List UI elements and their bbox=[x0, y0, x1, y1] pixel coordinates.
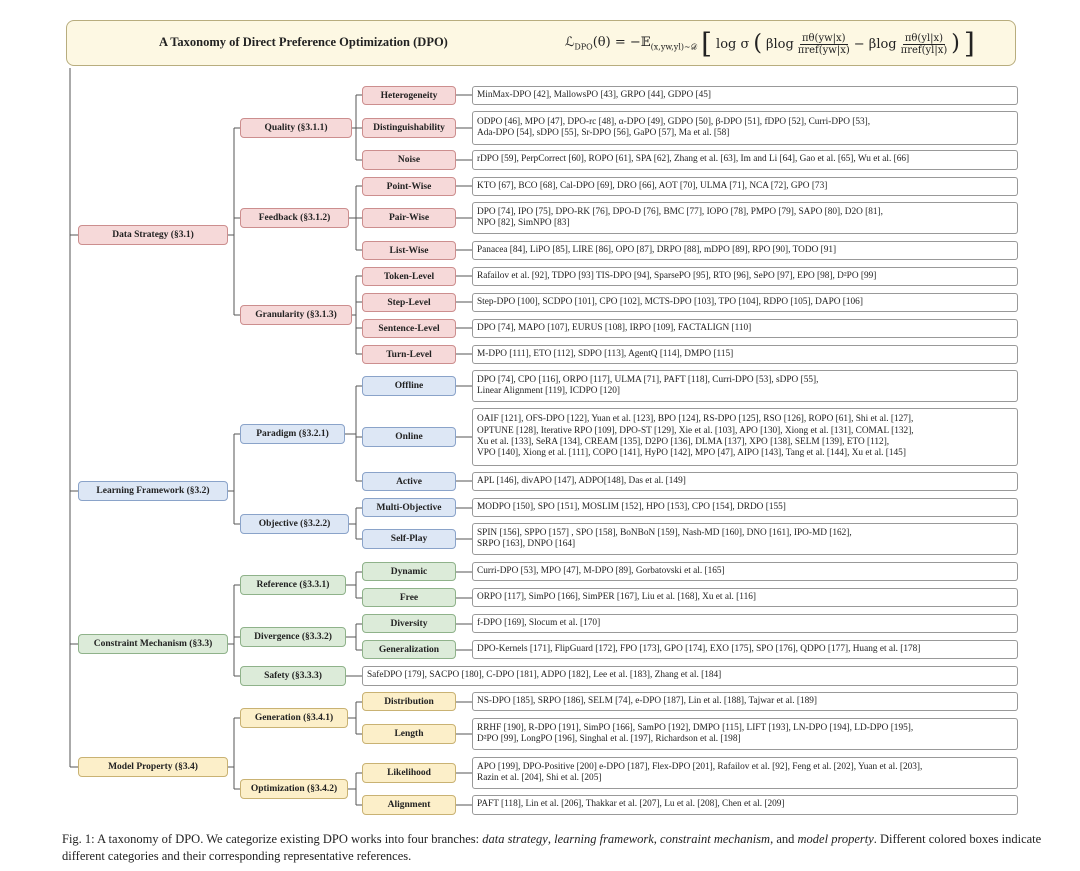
refs-step-level: Step-DPO [100], SCDPO [101], CPO [102], MCTS-DPO [103], TPO [104], RDPO [105], DAPO [106] bbox=[472, 293, 1018, 312]
formula-lhs: ℒ$_{DPO}$(θ) = −𝔼$_{(x,yw,yl)\sim 𝒟}$ bbox=[565, 35, 698, 52]
refs-pair-wise: DPO [74], IPO [75], DPO-RK [76], DPO-D [76], BMC [77], IOPO [78], PMPO [79], SAPO [80], D2O [81], NPO [82], SimNPO [83] bbox=[472, 202, 1018, 234]
subcategory-length: Length bbox=[362, 724, 456, 744]
subcategory-point-wise: Point-Wise bbox=[362, 177, 456, 196]
category-granularity: Granularity (§3.1.3) bbox=[240, 305, 352, 325]
refs-online: OAIF [121], OFS-DPO [122], Yuan et al. [123], BPO [124], RS-DPO [125], RSO [126], ROPO [61], Shi et al. [127], OPTUNE [128], Iterative RPO [109], DPO-ST [129], Xie et al. [103], APO [130], Xiong et al. [131], COMAL [132], Xu et al. [133], SeRA [134], CREAM [135], D2PO [136], DLMA [137], XPO [138], SELM [139], ETO [112], VPO [140], Xiong et al. [111], COPO [141], HyPO [142], MPO [47], AIPO [143], Tang et al. [144], Xu et al. [145] bbox=[472, 408, 1018, 466]
refs-length: RRHF [190], R-DPO [191], SimPO [166], SamPO [192], DMPO [115], LIFT [193], LN-DPO [194], LD-DPO [195], D²PO [99], LongPO [196], Singhal et al. [197], Richardson et al. [198] bbox=[472, 718, 1018, 750]
branch-learning-framework: Learning Framework (§3.2) bbox=[78, 481, 228, 501]
refs-alignment: PAFT [118], Lin et al. [206], Thakkar et al. [207], Lu et al. [208], Chen et al. [209] bbox=[472, 795, 1018, 815]
subcategory-turn-level: Turn-Level bbox=[362, 345, 456, 364]
refs-point-wise: KTO [67], BCO [68], Cal-DPO [69], DRO [66], AOT [70], ULMA [71], NCA [72], GPO [73] bbox=[472, 177, 1018, 196]
subcategory-token-level: Token-Level bbox=[362, 267, 456, 286]
dpo-loss-formula: ℒ$_{DPO}$(θ) = −𝔼$_{(x,yw,yl)\sim 𝒟}$ [ log σ ( βlog $\frac{\pi\theta(yw|x)}{\text{πref(yw|x)}}$ − βlog $\frac{\pi\theta(yl|x)}{\text{πref(yl|x)}}$ ) ] bbox=[565, 27, 975, 60]
category-divergence: Divergence (§3.3.2) bbox=[240, 627, 346, 647]
refs-active: APL [146], divAPO [147], ADPO[148], Das et al. [149] bbox=[472, 472, 1018, 491]
subcategory-dynamic: Dynamic bbox=[362, 562, 456, 581]
refs-offline: DPO [74], CPO [116], ORPO [117], ULMA [71], PAFT [118], Curri-DPO [53], sDPO [55], Linear Alignment [119], ICDPO [120] bbox=[472, 370, 1018, 402]
subcategory-online: Online bbox=[362, 427, 456, 447]
refs-turn-level: M-DPO [111], ETO [112], SDPO [113], AgentQ [114], DMPO [115] bbox=[472, 345, 1018, 364]
branch-data-strategy: Data Strategy (§3.1) bbox=[78, 225, 228, 245]
formula-minus-beta-log: − βlog bbox=[853, 36, 897, 52]
subcategory-noise: Noise bbox=[362, 150, 456, 170]
category-reference: Reference (§3.3.1) bbox=[240, 575, 346, 595]
branch-model-property: Model Property (§3.4) bbox=[78, 757, 228, 777]
refs-self-play: SPIN [156], SPPO [157] , SPO [158], BoNBoN [159], Nash-MD [160], DNO [161], IPO-MD [162], SRPO [163], DNPO [164] bbox=[472, 523, 1018, 555]
category-paradigm: Paradigm (§3.2.1) bbox=[240, 424, 345, 444]
subcategory-free: Free bbox=[362, 588, 456, 607]
branch-constraint-mechanism: Constraint Mechanism (§3.3) bbox=[78, 634, 228, 654]
category-safety: Safety (§3.3.3) bbox=[240, 666, 346, 686]
figure-caption: Fig. 1: A taxonomy of DPO. We categorize existing DPO works into four branches: data strategy, learning framework, constraint mechanism, and model property. Different colored boxes indicate different categories and their corresponding representative references. bbox=[62, 832, 1042, 863]
category-quality: Quality (§3.1.1) bbox=[240, 118, 352, 138]
category-feedback: Feedback (§3.1.2) bbox=[240, 208, 349, 228]
category-generation: Generation (§3.4.1) bbox=[240, 708, 348, 728]
subcategory-distinguishability: Distinguishability bbox=[362, 118, 456, 138]
subcategory-likelihood: Likelihood bbox=[362, 763, 456, 783]
refs-free: ORPO [117], SimPO [166], SimPER [167], Liu et al. [168], Xu et al. [116] bbox=[472, 588, 1018, 607]
refs-distribution: NS-DPO [185], SRPO [186], SELM [74], e-DPO [187], Lin et al. [188], Tajwar et al. [189] bbox=[472, 692, 1018, 711]
subcategory-step-level: Step-Level bbox=[362, 293, 456, 312]
refs-likelihood: APO [199], DPO-Positive [200] e-DPO [187], Flex-DPO [201], Rafailov et al. [92], Feng et al. [202], Yuan et al. [203], Razin et al. [204], Shi et al. [205] bbox=[472, 757, 1018, 789]
subcategory-generalization: Generalization bbox=[362, 640, 456, 659]
formula-frac-winner: $\frac{\pi\theta(yw|x)}{\text{πref(yw|x)}}$ bbox=[797, 32, 850, 56]
refs-list-wise: Panacea [84], LiPO [85], LIRE [86], OPO [87], DRPO [88], mDPO [89], RPO [90], TODO [91] bbox=[472, 241, 1018, 260]
refs-noise: rDPO [59], PerpCorrect [60], ROPO [61], SPA [62], Zhang et al. [63], Im and Li [64], Gao et al. [65], Wu et al. [66] bbox=[472, 150, 1018, 170]
subcategory-sentence-level: Sentence-Level bbox=[362, 319, 456, 338]
refs-distinguishability: ODPO [46], MPO [47], DPO-rc [48], α-DPO [49], GDPO [50], β-DPO [51], fDPO [52], Curri-DPO [53], Ada-DPO [54], sDPO [55], Sr-DPO [56], GaPO [57], Ma et al. [58] bbox=[472, 111, 1018, 145]
subcategory-offline: Offline bbox=[362, 376, 456, 396]
subcategory-alignment: Alignment bbox=[362, 795, 456, 815]
diagram-title: A Taxonomy of Direct Preference Optimization (DPO) bbox=[159, 35, 448, 49]
refs-safety: SafeDPO [179], SACPO [180], C-DPO [181], ADPO [182], Lee et al. [183], Zhang et al. [184] bbox=[362, 666, 1018, 686]
refs-diversity: f-DPO [169], Slocum et al. [170] bbox=[472, 614, 1018, 633]
subcategory-self-play: Self-Play bbox=[362, 529, 456, 549]
subcategory-diversity: Diversity bbox=[362, 614, 456, 633]
subcategory-multi-objective: Multi-Objective bbox=[362, 498, 456, 517]
refs-sentence-level: DPO [74], MAPO [107], EURUS [108], IRPO [109], FACTALIGN [110] bbox=[472, 319, 1018, 338]
formula-frac-loser: $\frac{\pi\theta(yl|x)}{\text{πref(yl|x)}}$ bbox=[900, 32, 948, 56]
subcategory-heterogeneity: Heterogeneity bbox=[362, 86, 456, 105]
subcategory-list-wise: List-Wise bbox=[362, 241, 456, 260]
subcategory-pair-wise: Pair-Wise bbox=[362, 208, 456, 228]
formula-log-sigma: log σ bbox=[716, 36, 750, 52]
refs-token-level: Rafailov et al. [92], TDPO [93] TIS-DPO [94], SparsePO [95], RTO [96], SePO [97], EPO [98], D²PO [99] bbox=[472, 267, 1018, 286]
category-optimization: Optimization (§3.4.2) bbox=[240, 779, 348, 799]
category-objective: Objective (§3.2.2) bbox=[240, 514, 349, 534]
refs-heterogeneity: MinMax-DPO [42], MallowsPO [43], GRPO [44], GDPO [45] bbox=[472, 86, 1018, 105]
subcategory-distribution: Distribution bbox=[362, 692, 456, 711]
formula-beta-log: βlog bbox=[765, 36, 794, 52]
refs-multi-objective: MODPO [150], SPO [151], MOSLIM [152], HPO [153], CPO [154], DRDO [155] bbox=[472, 498, 1018, 517]
subcategory-active: Active bbox=[362, 472, 456, 491]
refs-generalization: DPO-Kernels [171], FlipGuard [172], FPO [173], GPO [174], EXO [175], SPO [176], QDPO [177], Huang et al. [178] bbox=[472, 640, 1018, 659]
refs-dynamic: Curri-DPO [53], MPO [47], M-DPO [89], Gorbatovski et al. [165] bbox=[472, 562, 1018, 581]
